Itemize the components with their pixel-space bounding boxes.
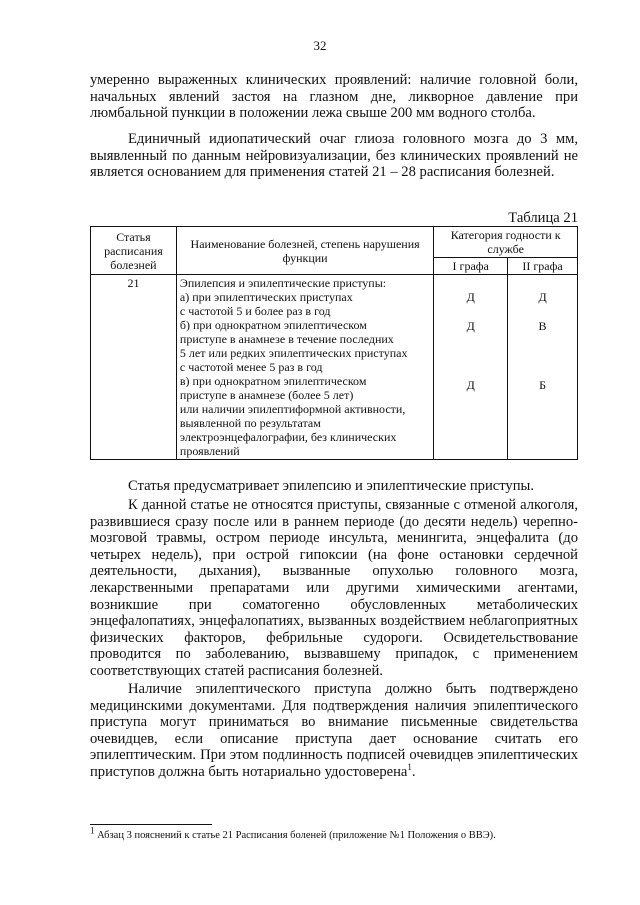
table-row	[91, 275, 578, 460]
header-article: Статья расписания болезней	[91, 227, 177, 275]
category-value: Д	[466, 319, 475, 333]
header-col2: II графа	[508, 258, 578, 275]
row-line: выявленной по результатам	[179, 416, 321, 430]
row-article: 21	[91, 275, 177, 460]
row-line: или наличии эпилептиформной активности,	[179, 402, 406, 416]
header-disease-name: Наименование болезней, степень нарушения функции	[176, 227, 433, 275]
footnote-reference: 1	[407, 762, 412, 773]
category-value: Д	[466, 290, 475, 304]
paragraph-continuation: умеренно выраженных клинических проявлений: наличие головной боли, начальных явлений застоя на глазном дне, ликворное давление при люмбальной пункции в положении лежа свыше 200 мм водного столба.	[90, 72, 578, 122]
footnote-text: Абзац 3 пояснений к статье 21 Расписания боленей (приложение №1 Положения о ВВЭ).	[94, 830, 496, 841]
row-line: 5 лет или редких эпилептических приступах	[179, 346, 408, 360]
header-category: Категория годности к службе	[434, 227, 578, 258]
category-value: Д	[538, 290, 547, 304]
footnote-mark: 1	[90, 825, 95, 836]
footnote	[90, 825, 590, 841]
category-value: Д	[466, 378, 475, 392]
category-value: В	[538, 319, 547, 333]
category-value: Б	[539, 378, 546, 392]
row-line: приступе в анамнезе в течение последних	[179, 332, 394, 346]
page-number: 32	[313, 38, 327, 53]
paragraph-glioz: Единичный идиопатический очаг глиоза головного мозга до 3 мм, выявленный по данным нейровизуализации, без клинических проявлений не является основанием для применения статей 21 – 28 расписания болезней.	[90, 131, 578, 181]
paragraph-confirmation	[90, 681, 578, 781]
confirmation-text: Наличие эпилептического приступа должно быть подтверждено медицинскими документами. Для подтверждения наличия эпилептического приступа могут приниматься во внимание письменные свидетельства очевидцев, если описание приступа дает основание считать его эпилептическим. При этом подлинность подписей очевидцев эпилептических приступов должна быть нотариально удостоверена	[90, 681, 578, 780]
table-caption: Таблица 21	[508, 210, 578, 226]
paragraph-article-scope: Статья предусматривает эпилепсию и эпилептические приступы.	[128, 478, 534, 494]
row-col1	[434, 275, 508, 460]
footnote-rule	[90, 824, 212, 825]
row-col2	[508, 275, 578, 460]
paragraph-exclusions: К данной статье не относятся приступы, связанные с отменой алкоголя, развившиеся сразу после или в раннем периоде (до десяти недель) черепно-мозговой травмы, остром периоде инсульта, менингита, энцефалита (до четырех недель), при острой гипоксии (на фоне остановки сердечной деятельности, дыхания), вызванные опухолью головного мозга, лекарственными препаратами или другими химическими агентами, возникшие при соматогенно обусловленных метаболических энцефалопатиях, энцефалопатиях, вызванных воздействием неблагоприятных физических факторов, фебрильные судороги. Освидетельствование проводится по заболеванию, вызвавшему припадок, с применением соответствующих статей расписания болезней.	[90, 497, 578, 679]
row-line: б) при однократном эпилептическом	[179, 318, 367, 332]
table-21	[90, 226, 578, 460]
row-line: с частотой менее 5 раз в год	[179, 360, 323, 374]
row-line: в) при однократном эпилептическом	[179, 374, 367, 388]
row-description	[176, 275, 433, 460]
row-line: с частотой 5 и более раз в год	[179, 304, 331, 318]
confirmation-period: .	[411, 763, 416, 780]
row-line: Эпилепсия и эпилептические приступы:	[179, 276, 387, 290]
row-line: проявлений	[179, 444, 240, 458]
header-col1: I графа	[434, 258, 508, 275]
row-line: приступе в анамнезе (более 5 лет)	[179, 388, 354, 402]
table-header-row	[91, 227, 578, 258]
row-line: а) при эпилептических приступах	[179, 290, 353, 304]
row-line: электроэнцефалографии, без клинических	[179, 430, 397, 444]
